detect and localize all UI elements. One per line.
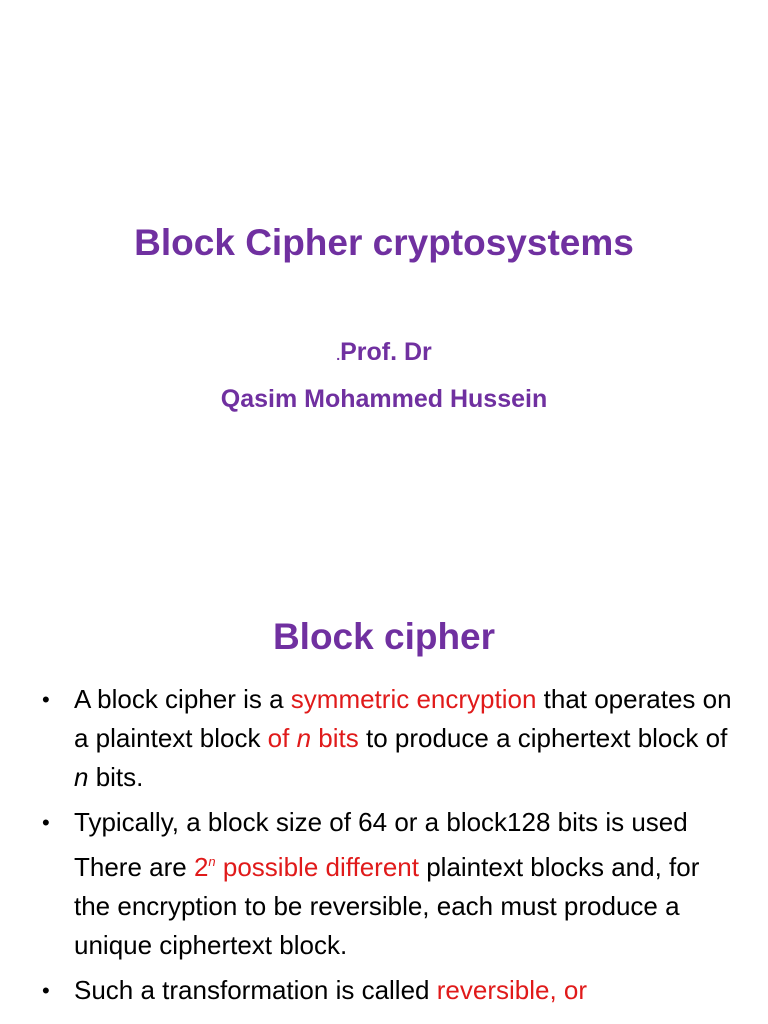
bullet-item [42,971,732,1010]
bullet-text: Typically, a block size of 64 or a block128 bits is used There are [74,807,688,882]
superscript-text: n [208,854,216,869]
content-slide [0,576,768,1024]
author-role-text: Prof. Dr [340,338,432,366]
slide-title: Block Cipher cryptosystems [134,222,634,263]
slide-title: Block cipher [272,616,496,657]
bullet-text: that operates on a plaintext block [74,684,732,753]
bullet-icon: • [42,687,50,712]
author-name: Qasim Mohammed Hussein [220,385,548,413]
highlight-text: of [267,723,297,753]
bullet-item [42,803,732,965]
highlight-text: 2 [193,852,209,882]
bullet-text: to produce a ciphertext block of [358,723,728,753]
author-role [0,338,768,367]
variable-text: n [74,762,89,792]
highlight-text: bits [311,723,359,753]
bullet-text: plaintext blocks and, for the encryption to be reversible, each must produce a unique ciphertext block. [74,852,700,960]
author-prefix-dot: . [336,347,341,363]
bullet-list [42,680,732,1016]
bullet-text: bits. [88,762,144,792]
bullet-icon: • [42,810,50,835]
highlight-text: possible different [215,852,419,882]
highlight-text: symmetric encryption [290,684,537,714]
bullet-item [42,680,732,797]
bullet-icon: • [42,978,50,1003]
highlight-variable: n [296,723,312,753]
highlight-text: reversible, or [436,975,588,1005]
bullet-text: Such a transformation is called [74,975,437,1005]
bullet-text: A block cipher is a [74,684,291,714]
